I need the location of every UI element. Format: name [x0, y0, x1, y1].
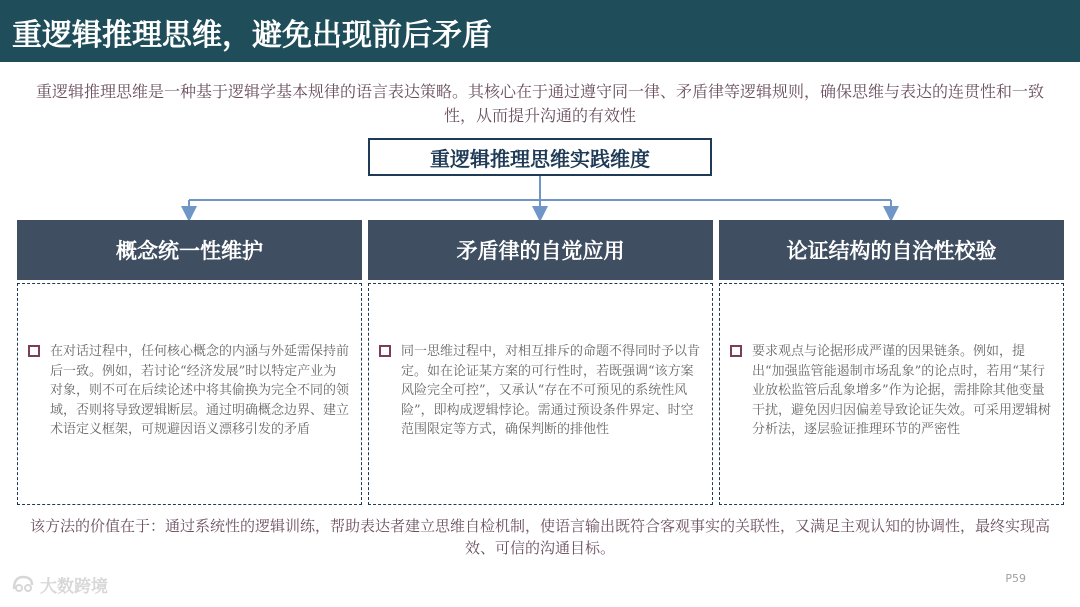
column-box-3 — [719, 283, 1064, 505]
square-bullet-icon — [379, 345, 391, 357]
center-label-box: 重逻辑推理思维实践维度 — [368, 138, 712, 176]
column-header-3: 论证结构的自洽性校验 — [719, 220, 1064, 280]
logo-text: 大数跨境 — [40, 576, 108, 597]
slide-title: 重逻辑推理思维，避免出现前后矛盾 — [12, 18, 492, 53]
column-box-1 — [17, 283, 362, 505]
square-bullet-icon — [28, 345, 40, 357]
column-header-1: 概念统一性维护 — [17, 220, 362, 280]
logo-icon — [10, 573, 36, 595]
column-item-3 — [730, 342, 1051, 440]
column-item-1 — [28, 342, 349, 440]
column-box-2 — [368, 283, 713, 505]
column-text-1: 在对话过程中，任何核心概念的内涵与外延需保持前后一致。例如，若讨论“经济发展”时以特定产业为对象，则不可在后续论述中将其偷换为完全不同的领域，否则将导致逻辑断层。通过明确概念边界、建立术语定义框架，可规避因语义漂移引发的矛盾 — [50, 344, 350, 437]
square-bullet-icon — [730, 345, 742, 357]
column-text-3: 要求观点与论据形成严谨的因果链条。例如，提出“加强监管能遏制市场乱象”的论点时，若用“某行业放松监管后乱象增多”作为论据，需排除其他变量干扰，避免因归因偏差导致论证失效。可采用逻辑树分析法，逐层验证推理环节的严密性 — [752, 344, 1052, 437]
column-header-2: 矛盾律的自觉应用 — [368, 220, 713, 280]
column-item-2 — [379, 342, 700, 440]
intro-text: 重逻辑推理思维是一种基于逻辑学基本规律的语言表达策略。其核心在于通过遵守同一律、矛盾律等逻辑规则，确保思维与表达的连贯性和一致性，从而提升沟通的有效性 — [35, 82, 1044, 125]
watermark-logo — [10, 571, 108, 597]
page-number: P59 — [1005, 572, 1026, 585]
column-text-2: 同一思维过程中，对相互排斥的命题不得同时予以肯定。如在论证某方案的可行性时，若既强调“该方案风险完全可控”，又承认“存在不可预见的系统性风险”，即构成逻辑悖论。需通过预设条件界定、时空范围限定等方式，确保判断的排他性 — [401, 344, 701, 437]
conclusion-text: 该方法的价值在于：通过系统性的逻辑训练，帮助表达者建立思维自检机制，使语言输出既符合客观事实的关联性，又满足主观认知的协调性，最终实现高效、可信的沟通目标。 — [29, 517, 1050, 557]
connector-lines — [0, 0, 1080, 240]
